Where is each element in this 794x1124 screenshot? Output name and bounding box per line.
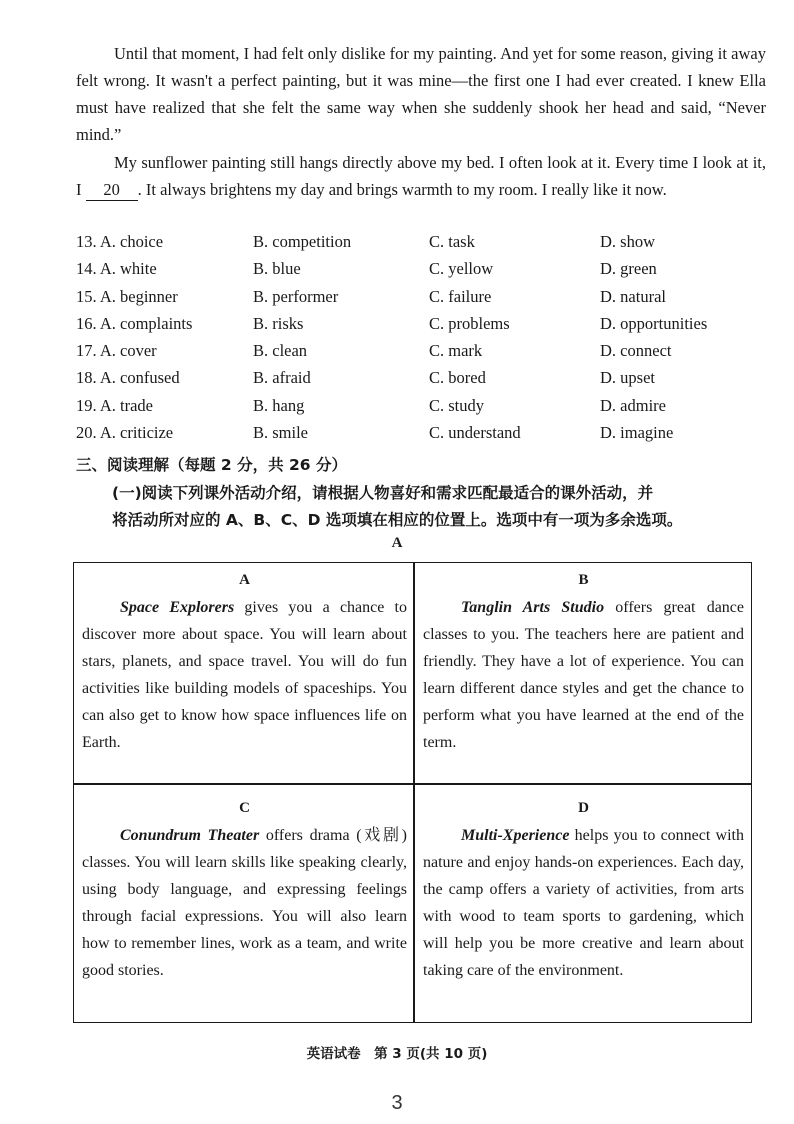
question-row-17: 17. A. cover B. clean C. mark D. connect: [76, 341, 672, 361]
passage-paragraph-2: My sunflower painting still hangs directly above my bed. I often look at it. Every time I look at it, I 20 . It always brightens my day and brings warmth to my room. I really like it now.: [76, 153, 766, 199]
activity-description: gives you a chance to discover more about space. You will learn about stars, planets, and space travel. You will do fun activities like building models of spaceships. You can also get to know how space influences life on Earth.: [82, 599, 407, 751]
instruction-line-1: (一)阅读下列课外活动介绍，请根据人物喜好和需求匹配最适合的课外活动，并: [112, 484, 654, 502]
question-row-14: 14. A. white B. blue C. yellow D. green: [76, 259, 657, 279]
activity-name: Space Explorers: [120, 599, 235, 616]
question-row-13: 13. A. choice B. competition C. task D. show: [76, 232, 656, 251]
activity-letter: C: [239, 800, 250, 816]
activity-card-b: [415, 563, 750, 783]
activity-card-d: [415, 785, 750, 1021]
passage-label: A: [391, 535, 403, 551]
activity-description: helps you to connect with nature and enjoy hands-on experiences. Each day, the camp offers a variety of activities, from arts with wood to team sports to gardening, which will help you be more creative and learn about taking care of the environment.: [423, 827, 744, 979]
activity-letter: B: [578, 572, 589, 588]
activity-name: Conundrum Theater: [120, 827, 260, 844]
activity-card-a: [74, 563, 413, 783]
section-heading: 三、阅读理解（每题 2 分，共 26 分）: [76, 456, 347, 474]
activity-description: offers great dance classes to you. The teachers here are patient and friendly. They have a lot of experience. You can learn different dance styles and get the chance to perform what you have learned at the end of the term.: [423, 599, 745, 751]
activity-letter: D: [578, 800, 589, 816]
activity-name: Multi-Xperience: [461, 827, 570, 844]
question-row-20: 20. A. criticize B. smile C. understand D. imagine: [76, 423, 674, 443]
activity-card-c: [74, 785, 413, 1021]
passage-paragraph-1: Until that moment, I had felt only dislike for my painting. And yet for some reason, giving it away felt wrong. It wasn't a perfect painting, but it was mine—the first one I had ever created. I knew Ella must have realized that she felt the same way when she suddenly shook her head and said, “Never mind.”: [76, 44, 766, 144]
activity-description: offers drama (戏剧) classes. You will learn skills like speaking clearly, using body language, and expressing feelings through facial expressions. You will also learn how to remember lines, work as a team, and write good stories.: [82, 827, 407, 979]
activities-table: [73, 562, 752, 1023]
page-number: 3: [391, 1092, 403, 1114]
instruction-line-2: 将活动所对应的 A、B、C、D 选项填在相应的位置上。选项中有一项为多余选项。: [112, 511, 683, 529]
question-row-15: 15. A. beginner B. performer C. failure D. natural: [76, 286, 666, 306]
question-options: [76, 232, 776, 450]
question-row-18: 18. A. confused B. afraid C. bored D. upset: [76, 368, 655, 388]
activity-letter: A: [239, 572, 250, 588]
question-row-19: 19. A. trade B. hang C. study D. admire: [76, 395, 666, 415]
blank-20: 20: [86, 180, 138, 201]
question-row-16: 16. A. complaints B. risks C. problems D. opportunities: [76, 313, 708, 333]
page-footer: 英语试卷 第 3 页(共 10 页): [306, 1046, 488, 1062]
activity-name: Tanglin Arts Studio: [461, 599, 605, 616]
